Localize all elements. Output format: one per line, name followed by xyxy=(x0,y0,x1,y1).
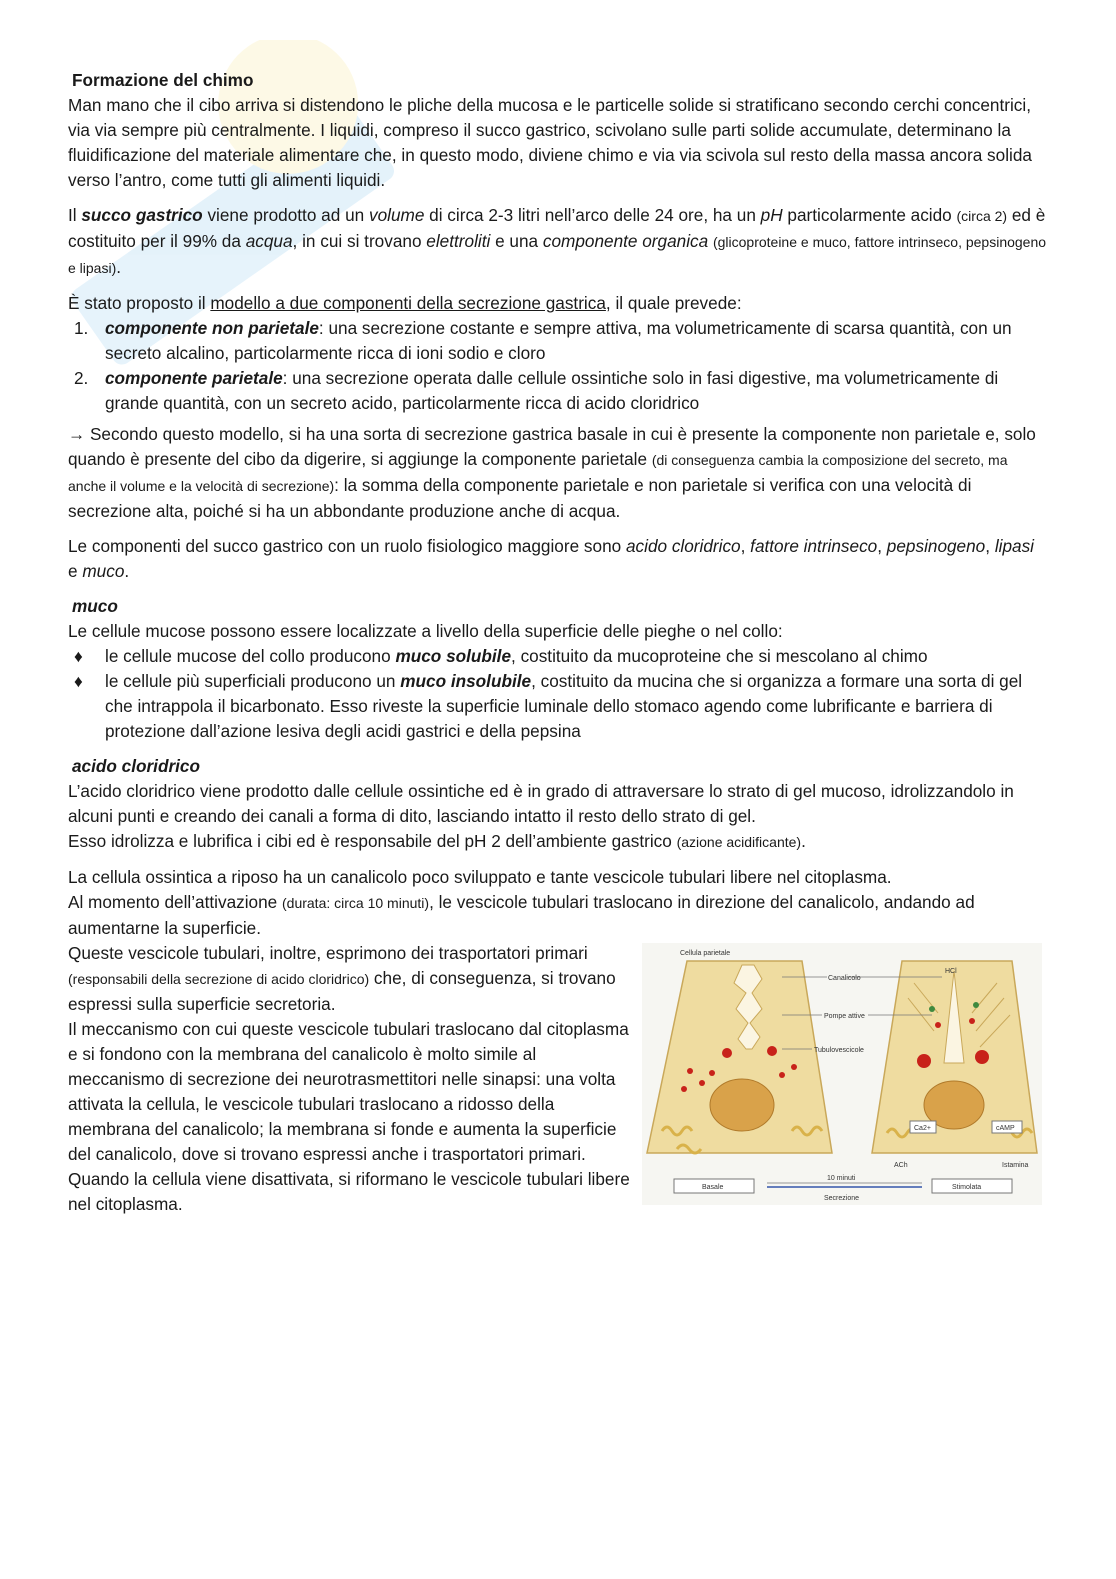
document-page xyxy=(68,68,1048,1217)
heading-formazione-chimo: Formazione del chimo xyxy=(72,70,254,90)
fig-label-ca: Ca2+ xyxy=(914,1125,931,1132)
parietal-cell-figure xyxy=(642,943,1042,1205)
fig-label-istamina: Istamina xyxy=(1002,1162,1029,1169)
fig-label-ach: ACh xyxy=(894,1162,908,1169)
fig-label-hcl: HCl xyxy=(945,968,957,975)
para-componenti: Le componenti del succo gastrico con un ruolo fisiologico maggiore sono acido cloridrico, fattore intrinseco, pepsinogeno, lipasi e muco. xyxy=(68,536,1034,581)
figure-side-text xyxy=(68,941,633,1217)
fig-label-time: 10 minuti xyxy=(827,1175,856,1182)
fig-label-canal: Canalicolo xyxy=(828,975,861,982)
para-disattivazione: Quando la cellula viene disattivata, si riformano le vescicole tubulari libere nel citoplasma. xyxy=(68,1169,630,1214)
figure-row xyxy=(68,941,1048,1217)
para-succo-gastrico: Il succo gastrico viene prodotto ad un volume di circa 2-3 litri nell’arco delle 24 ore, ha un pH particolarmente acido (circa 2) ed è costituito per il 99% da acqua, in cui si trovano elettroliti e una componente organica (glicoproteine e muco, fattore intrinseco, pepsinogeno e lipasi). xyxy=(68,205,1047,277)
para-meccanismo: Il meccanismo con cui queste vescicole tubulari traslocano dal citoplasma e si fondono con la membrana del canalicolo è molto simile al meccanismo di secrezione dei neurotrasmettitori nelle sinapsi: una volta attivata la cellula, le vescicole tubulari traslocano a ridosso della membrana del canalicolo; la membrana si fonde e aumenta la superficie del canalicolo, dove si trovano espressi anche i trasportatori primari. xyxy=(68,1019,629,1164)
muco-list xyxy=(68,644,1048,744)
fig-label-secrezione: Secrezione xyxy=(824,1195,860,1202)
list-item: 2. componente parietale: una secrezione operata dalle cellule ossintiche solo in fasi digestive, ma volumetricamente di grande quantità, con un secreto acido, particolarmente ricca di acido cloridrico xyxy=(74,368,999,413)
list-item: ♦ le cellule mucose del collo producono muco solubile, costituito da mucoproteine che si mescolano al chimo xyxy=(68,644,1048,669)
fig-label-basale: Basale xyxy=(702,1184,724,1191)
heading-acido-cloridrico: acido cloridrico xyxy=(72,756,200,776)
para-trasportatori: Queste vescicole tubulari, inoltre, esprimono dei trasportatori primari (responsabili della secrezione di acido cloridrico) che, di conseguenza, si trovano espressi sulla superficie secretoria. xyxy=(68,943,616,1014)
list-item: ♦ le cellule più superficiali producono un muco insolubile, costituito da mucina che si organizza a formare una sorta di gel che intrappola il bicarbonato. Esso riveste la superficie luminale dello stomaco agendo come lubrificante e barriera di protezione dall’azione lesiva degli acidi gastrici e della pepsina xyxy=(74,671,1023,741)
para-secondo-modello: → Secondo questo modello, si ha una sorta di secrezione gastrica basale in cui è presente la componente non parietale e, solo quando è presente del cibo da digerire, si aggiunge la componente parietale (di conseguenza cambia la composizione del secreto, ma anche il volume e la velocità di secrezione): la somma della componente parietale e non parietale si verifica con una velocità di secrezione alta, poiché si ha un abbondante produzione anche di acqua. xyxy=(68,424,1036,521)
fig-label-cell: Cellula parietale xyxy=(680,950,731,957)
list-item: 1. componente non parietale: una secrezione costante e sempre attiva, ma volumetricamente di scarsa quantità, con un secreto alcalino, particolarmente ricca di ioni sodio e cloro xyxy=(74,318,1012,363)
model-list xyxy=(68,316,1048,416)
diamond-bullet-icon: ♦ xyxy=(74,671,83,691)
diamond-bullet-icon: ♦ xyxy=(74,646,83,666)
fig-label-pump: Pompe attive xyxy=(824,1013,865,1020)
para-muco-intro: Le cellule mucose possono essere localizzate a livello della superficie delle pieghe o nel collo: xyxy=(68,621,783,641)
para-modello: È stato proposto il modello a due componenti della secrezione gastrica, il quale prevede: xyxy=(68,293,742,313)
para-cellula-riposo: La cellula ossintica a riposo ha un canalicolo poco sviluppato e tante vescicole tubulari libere nel citoplasma. xyxy=(68,867,892,887)
para-acido-1: L’acido cloridrico viene prodotto dalle cellule ossintiche ed è in grado di attraversare lo strato di gel mucoso, idrolizzandolo in alcuni punti e creando dei canali a forma di dito, lasciando intatto il resto dello strato di gel. xyxy=(68,781,1014,826)
para-formazione-chimo: Man mano che il cibo arriva si distendono le pliche della mucosa e le particelle solide si stratificano secondo cerchi concentrici, via via sempre più centralmente. I liquidi, compreso il succo gastrico, scivolano sulle parti solide accumulate, determinano la fluidificazione del materiale alimentare che, in questo modo, diviene chimo e via via scivola sul resto della massa ancora solida verso l’antro, come tutti gli alimenti liquidi. xyxy=(68,95,1032,190)
fig-label-tubo: Tubulovescicole xyxy=(814,1047,864,1054)
para-acido-2: Esso idrolizza e lubrifica i cibi ed è responsabile del pH 2 dell’ambiente gastrico (azione acidificante). xyxy=(68,831,806,851)
arrow-icon: → xyxy=(68,424,86,444)
fig-label-camp: cAMP xyxy=(996,1125,1015,1132)
fig-label-stimolata: Stimolata xyxy=(952,1184,982,1191)
para-attivazione: Al momento dell’attivazione (durata: circa 10 minuti), le vescicole tubulari traslocano in direzione del canalicolo, andando ad aumentarne la superficie. xyxy=(68,892,975,938)
heading-muco: muco xyxy=(72,596,118,616)
